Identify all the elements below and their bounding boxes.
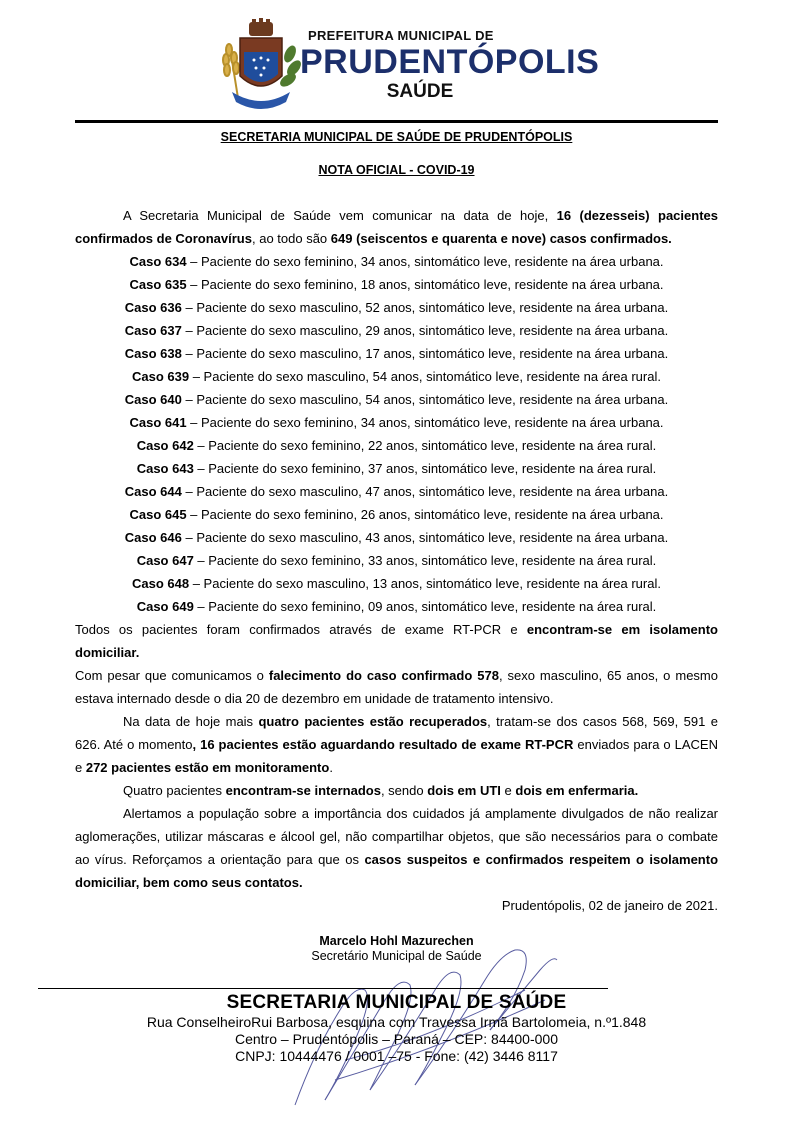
document-date: Prudentópolis, 02 de janeiro de 2021.	[501, 898, 718, 913]
document-heading: SECRETARIA MUNICIPAL DE SAÚDE DE PRUDENTÓPOLIS	[220, 130, 573, 144]
case-text: – Paciente do sexo masculino, 29 anos, sintomático leve, residente na área urbana.	[181, 323, 669, 338]
case-label: Caso 644	[124, 484, 182, 499]
rtpcr-bold: encontram-se em isolamento domiciliar.	[75, 622, 718, 660]
letterhead-city: PRUDENTÓPOLIS	[300, 43, 600, 81]
document-subheading: NOTA OFICIAL - COVID-19	[318, 163, 475, 177]
footer-title: SECRETARIA MUNICIPAL DE SAÚDE	[226, 992, 567, 1013]
recovered-text-1: Na data de hoje mais	[123, 714, 259, 729]
document-body	[75, 126, 718, 917]
death-paragraph	[75, 664, 718, 710]
recovered-bold-2: , 16 pacientes estão aguardando resultado de exame RT-PCR	[192, 737, 574, 752]
case-label: Caso 643	[136, 461, 194, 476]
hospital-bold-2: dois em UTI	[427, 783, 501, 798]
letterhead-line1: PREFEITURA MUNICIPAL DE	[308, 28, 494, 43]
signatory-name: Marcelo Hohl Mazurechen	[319, 934, 474, 948]
case-label: Caso 641	[129, 415, 187, 430]
case-text: – Paciente do sexo masculino, 17 anos, sintomático leve, residente na área urbana.	[181, 346, 669, 361]
death-text-1: Com pesar que comunicamos o	[75, 668, 269, 683]
case-label: Caso 648	[132, 576, 190, 591]
signatory-role: Secretário Municipal de Saúde	[311, 949, 482, 963]
case-label: Caso 635	[129, 277, 187, 292]
case-label: Caso 640	[124, 392, 182, 407]
case-item	[75, 388, 718, 411]
hospital-text-3: e	[500, 783, 516, 798]
case-label: Caso 637	[124, 323, 182, 338]
case-item	[75, 572, 718, 595]
case-label: Caso 636	[124, 300, 182, 315]
case-item	[75, 595, 718, 618]
case-item	[75, 342, 718, 365]
case-text: – Paciente do sexo feminino, 18 anos, sintomático leve, residente na área urbana.	[186, 277, 664, 292]
case-item	[75, 434, 718, 457]
letterhead-department: SAÚDE	[386, 81, 454, 102]
case-label: Caso 638	[124, 346, 182, 361]
rtpcr-paragraph	[75, 618, 718, 664]
letterhead-text	[300, 28, 599, 103]
case-label: Caso 634	[129, 254, 187, 269]
case-text: – Paciente do sexo feminino, 37 anos, sintomático leve, residente na área rural.	[193, 461, 657, 476]
intro-bold-2: 649 (seiscentos e quarenta e nove) casos confirmados.	[330, 231, 672, 246]
case-text: – Paciente do sexo feminino, 26 anos, sintomático leve, residente na área urbana.	[186, 507, 664, 522]
case-item	[75, 411, 718, 434]
case-list	[75, 250, 718, 618]
footer	[0, 992, 793, 1065]
case-item	[75, 273, 718, 296]
case-text: – Paciente do sexo masculino, 47 anos, sintomático leve, residente na área urbana.	[181, 484, 669, 499]
hospital-paragraph	[75, 779, 718, 802]
alert-paragraph	[75, 802, 718, 894]
hospital-bold-1: encontram-se internados	[225, 783, 381, 798]
case-text: – Paciente do sexo feminino, 33 anos, sintomático leve, residente na área rural.	[193, 553, 657, 568]
case-label: Caso 642	[136, 438, 194, 453]
case-item	[75, 480, 718, 503]
case-item	[75, 526, 718, 549]
case-item	[75, 365, 718, 388]
intro-text-1: A Secretaria Municipal de Saúde vem comunicar na data de hoje,	[123, 208, 557, 223]
case-text: – Paciente do sexo masculino, 13 anos, sintomático leve, residente na área rural.	[189, 576, 661, 591]
intro-bold-1: 16 (dezesseis) pacientes confirmados de Coronavírus	[75, 208, 718, 246]
case-label: Caso 639	[132, 369, 190, 384]
recovered-text-2: , tratam-se dos casos 568, 569, 591 e 626. Até o momento	[75, 714, 718, 752]
case-text: – Paciente do sexo feminino, 34 anos, sintomático leve, residente na área urbana.	[186, 254, 664, 269]
case-text: – Paciente do sexo masculino, 54 anos, sintomático leve, residente na área urbana.	[181, 392, 669, 407]
case-label: Caso 649	[136, 599, 194, 614]
case-item	[75, 549, 718, 572]
recovered-bold-1: quatro pacientes estão recuperados	[258, 714, 488, 729]
case-label: Caso 646	[124, 530, 182, 545]
intro-text-2: , ao todo são	[251, 231, 331, 246]
case-item	[75, 296, 718, 319]
case-item	[75, 319, 718, 342]
case-text: – Paciente do sexo feminino, 34 anos, sintomático leve, residente na área urbana.	[186, 415, 664, 430]
case-text: – Paciente do sexo masculino, 52 anos, sintomático leve, residente na área urbana.	[181, 300, 669, 315]
hospital-text-2: , sendo	[380, 783, 428, 798]
recovered-text-4: .	[329, 760, 333, 775]
recovered-bold-3: 272 pacientes estão em monitoramento	[85, 760, 330, 775]
recovered-paragraph	[75, 710, 718, 779]
case-text: – Paciente do sexo masculino, 43 anos, sintomático leve, residente na área urbana.	[181, 530, 669, 545]
hospital-text-1: Quatro pacientes	[123, 783, 226, 798]
recovered-text-3: enviados para o LACEN e	[75, 737, 718, 775]
case-label: Caso 647	[136, 553, 194, 568]
footer-city: Centro – Prudentópolis – Paraná – CEP: 84400-000	[235, 1031, 558, 1047]
coat-of-arms-logo	[216, 18, 306, 110]
case-item	[75, 457, 718, 480]
case-label: Caso 645	[129, 507, 187, 522]
case-text: – Paciente do sexo feminino, 22 anos, sintomático leve, residente na área rural.	[193, 438, 657, 453]
hospital-bold-3: dois em enfermaria.	[515, 783, 639, 798]
case-item	[75, 503, 718, 526]
rtpcr-text: Todos os pacientes foram confirmados através de exame RT-PCR e	[75, 622, 527, 637]
footer-divider	[38, 988, 608, 989]
letterhead	[0, 14, 793, 114]
case-text: – Paciente do sexo feminino, 09 anos, sintomático leve, residente na área rural.	[193, 599, 657, 614]
alert-bold: casos suspeitos e confirmados respeitem o isolamento domiciliar, bem como seus contatos.	[75, 852, 719, 890]
footer-address: Rua ConselheiroRui Barbosa, esquina com Travessa Irmã Bartolomeia, n.º1.848	[146, 1014, 647, 1030]
death-bold: falecimento do caso confirmado 578	[268, 668, 499, 683]
alert-text: Alertamos a população sobre a importância dos cuidados já amplamente divulgados de não realizar aglomerações, utilizar máscaras e álcool gel, não compartilhar objetos, que são necessários para o combate ao vírus. Reforçamos a orientação para que os	[75, 806, 718, 867]
footer-contact: CNPJ: 10444476 / 0001 –75 - Fone: (42) 3446 8117	[235, 1048, 558, 1064]
intro-paragraph	[75, 204, 718, 250]
death-text-2: , sexo masculino, 65 anos, o mesmo estava internado desde o dia 20 de dezembro em unidade de tratamento intensivo.	[75, 668, 718, 706]
case-item	[75, 250, 718, 273]
case-text: – Paciente do sexo masculino, 54 anos, sintomático leve, residente na área rural.	[189, 369, 661, 384]
header-divider	[75, 120, 718, 123]
